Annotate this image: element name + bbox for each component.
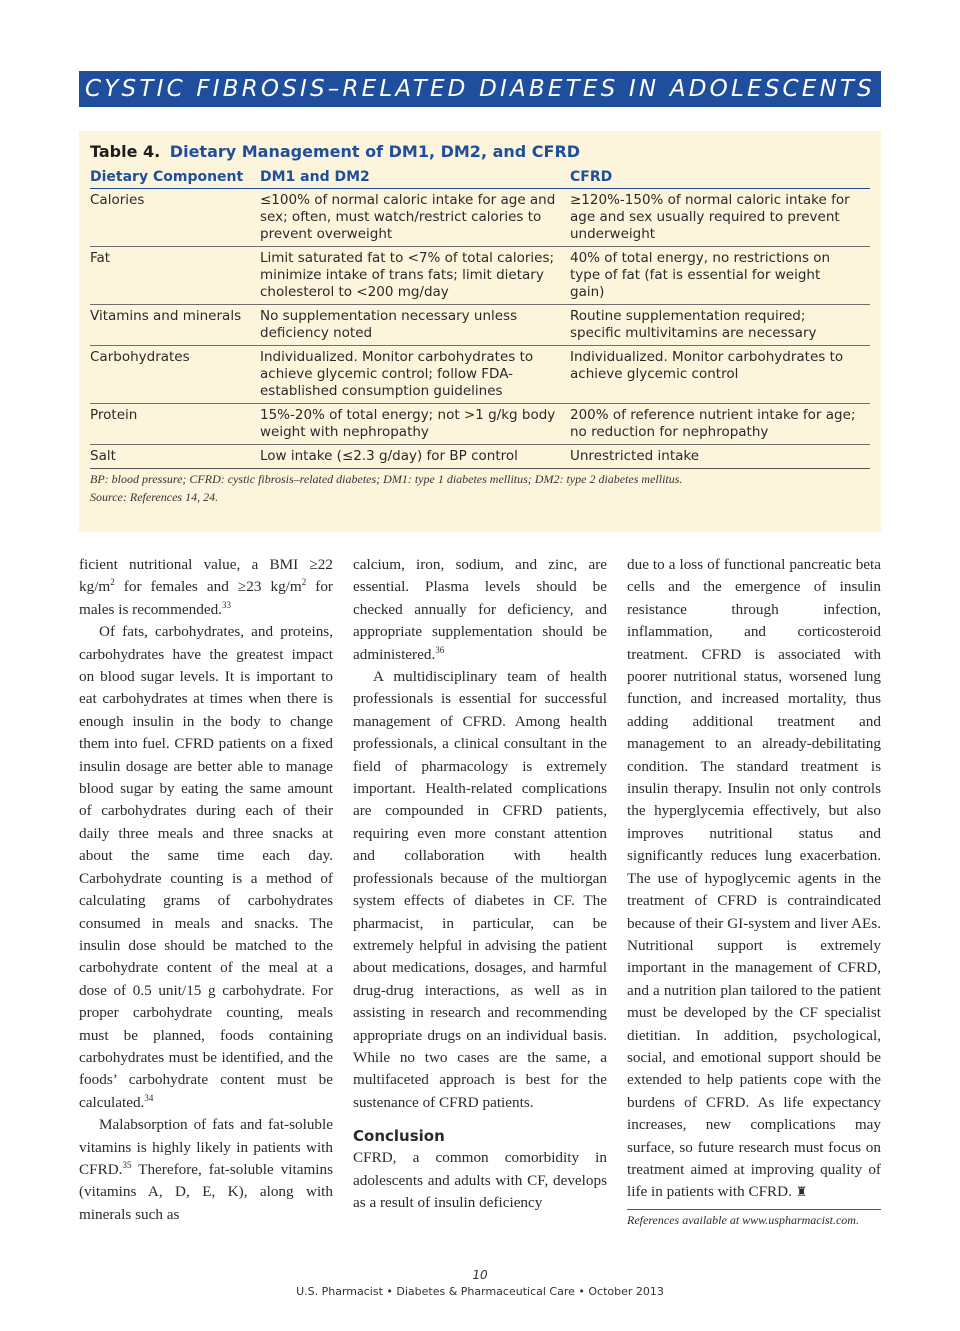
text-span: Of fats, carbohydrates, and proteins, carbohydrates have the greatest impact on blood sugar levels. It is important to eat carbohydrates at times when there is enough insulin in the body to change them into fuel. CFRD patients on a fixed insulin dosage are better able to manage blood sugar by eating the same amount of carbohydrates during each of their daily three meals and three snacks at about the same time each day. Carbohydrate counting is a method of calculating grams of carbohydrates consumed in meals and snacks. The insulin dose should be matched to the carbohydrate content of the meal at a dose of 0.5 unit/15 g carbohydrate. For proper carbohydrate counting, meals must be planned, foods containing carbohydrates must be identified, and the foods’ carbohydrate content must be calculated. — [79, 623, 333, 1111]
paragraph — [79, 621, 333, 1114]
running-header-banner — [79, 71, 881, 107]
table-cell: Individualized. Monitor carbohydrates to achieve glycemic control — [570, 346, 870, 404]
reference-marker: 36 — [435, 644, 445, 655]
table-row — [90, 445, 870, 469]
table-row — [90, 404, 870, 445]
paragraph — [627, 554, 881, 1204]
table-footnote: BP: blood pressure; CFRD: cystic fibrosis–related diabetes; DM1: type 1 diabetes mellitus; DM2: type 2 diabetes mellitus. — [90, 472, 683, 486]
column-header-cfrd: CFRD — [570, 167, 870, 189]
table-title — [90, 139, 871, 167]
text-span: Malabsorption of fats and fat-soluble vitamins is highly likely in patients with CFRD. — [79, 1116, 333, 1178]
table-cell: Vitamins and minerals — [90, 305, 260, 346]
table-cell: ≥120%-150% of normal caloric intake for age and sex usually required to prevent underweight — [570, 189, 870, 247]
column-header-dm1-dm2: DM1 and DM2 — [260, 167, 570, 189]
conclusion-heading: Conclusion — [353, 1127, 445, 1146]
table-4-box — [79, 131, 881, 532]
table-cell: Calories — [90, 189, 260, 247]
table-header-row — [90, 167, 870, 189]
body-column-2 — [353, 554, 607, 1214]
table-cell: No supplementation necessary unless deficiency noted — [260, 305, 570, 346]
superscript: 2 — [110, 577, 115, 588]
table-source: Source: References 14, 24. — [90, 490, 219, 504]
dietary-management-table — [90, 167, 870, 469]
reference-marker: 33 — [221, 599, 231, 610]
table-row — [90, 247, 870, 305]
journal-footer: U.S. Pharmacist • Diabetes & Pharmaceutical Care • October 2013 — [296, 1285, 664, 1298]
text-span: due to a loss of functional pancreatic beta cells and the emergence of insulin resistance through infection, inflammation, and corticosteroid treatment. CFRD is associated with poorer nutritional status, worsened lung function, and increased mortality, thus adding additional treatment and management to an already-debilitating condition. The standard treatment is insulin therapy. Insulin not only controls the hyperglycemia effectively, but also improves nutritional status and significantly reduces lung exacerbation. The use of hypoglycemic agents in the treatment of CFRD is contraindicated because of their GI-system and liver AEs. Nutritional support is extremely important in the management of CFRD, and a nutrition plan tailored to the patient must be developed by the CF specialist dietitian. In addition, psychological, social, and emotional support should be extended to help patients cope with the burdens of CFRD. As life expectancy increases, new complications may surface, so future research must focus on treatment aimed at improving quality of life in patients with CFRD. — [627, 556, 881, 1201]
table-cell: Unrestricted intake — [570, 445, 870, 469]
table-cell: Carbohydrates — [90, 346, 260, 404]
table-cell: Low intake (≤2.3 g/day) for BP control — [260, 445, 570, 469]
text-span: Therefore, fat-soluble vitamins (vitamins A, D, E, K), along with minerals such as — [79, 1160, 333, 1223]
text-span: for females and ≥23 kg/m — [114, 578, 302, 596]
table-cell: Protein — [90, 404, 260, 445]
running-header-title: CYSTIC FIBROSIS–RELATED DIABETES IN ADOLESCENTS — [85, 76, 875, 102]
paragraph: CFRD, a common comorbidity in adolescents and adults with CF, develops as a result of insulin deficiency — [353, 1149, 607, 1211]
table-cell: Fat — [90, 247, 260, 305]
table-row — [90, 189, 870, 247]
page-number: 10 — [472, 1268, 488, 1282]
table-row — [90, 305, 870, 346]
paragraph — [353, 554, 607, 666]
table-row — [90, 346, 870, 404]
table-cell: Salt — [90, 445, 260, 469]
table-cell: 200% of reference nutrient intake for age; no reduction for nephropathy — [570, 404, 870, 445]
table-cell: 15%-20% of total energy; not >1 g/kg body weight with nephropathy — [260, 404, 570, 445]
paragraph: A multidisciplinary team of health professionals is essential for successful management of CFRD. Among health professionals, a clinical consultant in the field of pharmacology is extremely important. Health-related complications are compounded in CFRD patients, requiring even more constant attention and collaboration with health professionals because of the multiorgan system effects of diabetes in CF. The pharmacist, in particular, can be extremely helpful in advising the patient about medications, dosages, and harmful drug-drug interactions, as well as in assisting in research and recommending appropriate drugs on an individual basis. While no two cases are the same, a multifaceted approach is best for the sustenance of CFRD patients. — [353, 668, 607, 1111]
text-span: for males is recommended. — [79, 578, 333, 618]
table-cell: ≤100% of normal caloric intake for age and sex; often, must watch/restrict calories to prevent overweight — [260, 189, 570, 247]
table-cell: 40% of total energy, no restrictions on type of fat (fat is essential for weight gain) — [570, 247, 870, 305]
references-note: References available at www.uspharmacist.com. — [627, 1209, 881, 1228]
table-cell: Limit saturated fat to <7% of total calories; minimize intake of trans fats; limit dietary cholesterol to <200 mg/day — [260, 247, 570, 305]
table-cell: Routine supplementation required; specific multivitamins are necessary — [570, 305, 870, 346]
table-number: Table 4. — [90, 142, 161, 161]
paragraph — [79, 554, 333, 621]
superscript: 2 — [301, 577, 307, 588]
reference-marker: 35 — [122, 1159, 132, 1170]
reference-marker: 34 — [144, 1092, 154, 1103]
text-span: ficient nutritional value, a BMI ≥22 kg/m — [79, 556, 333, 596]
end-of-article-icon: ♜ — [795, 1184, 808, 1200]
column-header-dietary-component: Dietary Component — [90, 167, 260, 189]
text-span: calcium, iron, sodium, and zinc, are essential. Plasma levels should be checked annually for deficiency, and appropriate supplementation should be administered. — [353, 556, 607, 663]
body-column-3 — [627, 554, 881, 1228]
table-cell: Individualized. Monitor carbohydrates to achieve glycemic control; follow FDA-established consumption guidelines — [260, 346, 570, 404]
table-name: Dietary Management of DM1, DM2, and CFRD — [169, 142, 581, 161]
body-column-1 — [79, 554, 333, 1226]
paragraph — [79, 1114, 333, 1226]
